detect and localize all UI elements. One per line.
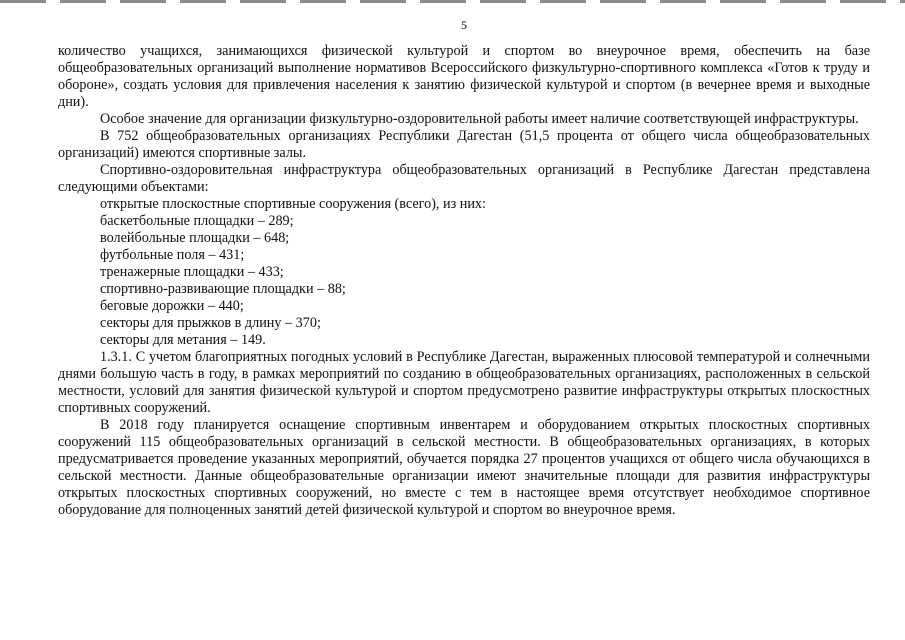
paragraph-infrastructure: Особое значение для организации физкультурно-оздоровительной работы имеет наличие соответствующей инфраструктуры. [100,111,859,127]
page-number: 5 [461,18,467,32]
list-item: тренажерные площадки – 433; [100,264,284,280]
scan-edge-artifact [0,0,905,3]
final-paragraph: В 2018 году планируется оснащение спортивным инвентарем и оборудованием открытых плоскостных спортивных сооружений 115 общеобразовательных организаций в сельской местности. В общеобразовательных организациях, в которых предусматривается проведение указанных мероприятий, обучается порядка 27 процентов учащихся от общего числа обучающихся в сельской местности. Данные общеобразовательные организации имеют значительные площади для развития инфраструктуры открытых плоскостных спортивных сооружений, но вместе с тем в настоящее время отсутствует необходимое спортивное оборудование для полноценных занятий детей физической культурой и спортом во внеурочное время. [58,417,870,518]
list-item: футбольные поля – 431; [100,247,245,263]
list-item: открытые плоскостные спортивные сооружения (всего), из них: [100,196,486,212]
facility-list [58,196,870,349]
document-page [58,18,870,519]
paragraph-infrastructure-objects: Спортивно-оздоровительная инфраструктура общеобразовательных организаций в Республике Дагестан представлена следующими объектами: [58,162,870,195]
list-item: баскетбольные площадки – 289; [100,213,294,229]
list-item: беговые дорожки – 440; [100,298,244,314]
paragraph-continuation: количество учащихся, занимающихся физической культурой и спортом во внеурочное время, обеспечить на базе общеобразовательных организаций выполнение нормативов Всероссийского физкультурно-спортивного комплекса «Готов к труду и обороне», создать условия для привлечения населения к занятию физической культурой и спортом (в вечернее время и выходные дни). [58,43,870,110]
list-item: секторы для прыжков в длину – 370; [100,315,321,331]
list-item: секторы для метания – 149. [100,332,266,348]
section-paragraph: 1.3.1. С учетом благоприятных погодных условий в Республике Дагестан, выраженных плюсовой температурой и солнечными днями большую часть в году, в рамках мероприятий по созданию в общеобразовательных организациях, расположенных в сельской местности, условий для занятия физической культурой и спортом предусмотрено развитие инфраструктуры открытых плоскостных спортивных сооружений. [58,349,870,416]
list-item: волейбольные площадки – 648; [100,230,290,246]
list-item: спортивно-развивающие площадки – 88; [100,281,346,297]
paragraph-sports-halls: В 752 общеобразовательных организациях Республики Дагестан (51,5 процента от общего числа общеобразовательных организаций) имеются спортивные залы. [58,128,870,161]
